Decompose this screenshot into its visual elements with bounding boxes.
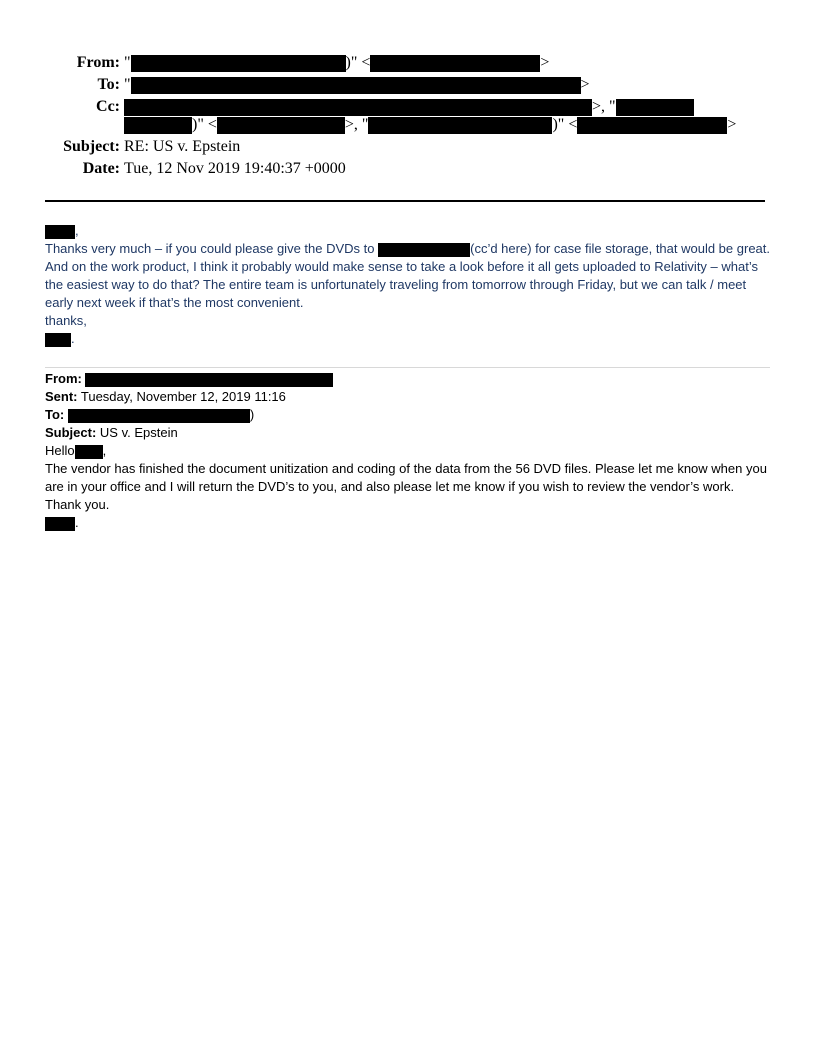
- cc-label: Cc:: [96, 98, 120, 115]
- from-value: " )" < >: [124, 54, 550, 71]
- cc-row-continued: [0, 115, 816, 135]
- redaction: [45, 333, 71, 347]
- orig-greeting: Hello ,: [45, 443, 107, 458]
- date-value: Tue, 12 Nov 2019 19:40:37 +0000: [124, 160, 346, 177]
- reply-salutation: ,: [45, 222, 770, 240]
- redaction: [45, 225, 75, 239]
- reply-body: [45, 222, 770, 348]
- orig-sent-label: Sent:: [45, 389, 78, 404]
- orig-sent-row: [45, 388, 770, 406]
- orig-signature: .: [45, 514, 770, 532]
- redaction: [124, 117, 192, 134]
- reply-signoff: thanks,: [45, 313, 87, 328]
- redaction: [131, 77, 581, 94]
- orig-subject-label: Subject:: [45, 425, 97, 440]
- orig-sent-value: Tuesday, November 12, 2019 11:16: [80, 389, 286, 404]
- message-divider: [45, 367, 770, 368]
- redaction: [370, 55, 540, 72]
- orig-subject-value: US v. Epstein: [99, 425, 178, 440]
- redaction: [217, 117, 345, 134]
- subject-value: RE: US v. Epstein: [124, 138, 241, 155]
- orig-to-label: To:: [45, 407, 65, 422]
- original-message: [45, 370, 770, 532]
- redaction: [75, 445, 103, 459]
- subject-row: [0, 137, 816, 157]
- redaction: [577, 117, 727, 134]
- orig-closing: Thank you.: [45, 497, 110, 512]
- reply-text: Thanks very much – if you could please give the DVDs to: [45, 241, 375, 256]
- redaction: [124, 99, 592, 116]
- cc-value: >, ": [124, 97, 694, 117]
- greeting-text: Hello: [45, 443, 75, 458]
- cc-value-continued: )" < >, " )" < >: [124, 115, 736, 135]
- redaction: [368, 117, 552, 134]
- cc-row: [0, 97, 816, 117]
- orig-from-label: From:: [45, 371, 82, 386]
- orig-from-row: [45, 370, 770, 388]
- redaction: [68, 409, 250, 423]
- orig-to-row: To: ): [45, 407, 255, 422]
- date-row: [0, 159, 816, 179]
- from-row: [0, 53, 816, 73]
- redaction: [378, 243, 470, 257]
- redaction: [616, 99, 694, 116]
- reply-text: (cc’d here) for case file storage, that would be great.: [470, 241, 771, 256]
- subject-label: Subject:: [63, 138, 120, 155]
- to-label: To:: [97, 76, 120, 93]
- to-row: [0, 75, 816, 95]
- reply-signature: .: [45, 330, 770, 348]
- from-label: From:: [76, 54, 120, 71]
- redaction: [45, 517, 75, 531]
- reply-paragraph-2: And on the work product, I think it probably would make sense to take a look before it all gets uploaded to Relativity – what’s the easiest way to do that? The entire team is unfortunately traveling from tomorrow through Friday, but we can talk / meet early next week if that’s the most convenient.: [45, 259, 759, 310]
- to-value: " >: [124, 76, 590, 93]
- reply-paragraph-1: [45, 240, 770, 258]
- redaction: [131, 55, 346, 72]
- header-divider: [45, 200, 765, 202]
- redaction: [85, 373, 333, 387]
- date-label: Date:: [82, 160, 120, 177]
- orig-subject-row: [45, 424, 770, 442]
- orig-body: The vendor has finished the document unitization and coding of the data from the 56 DVD files. Please let me know when you are in your office and I will return the DVD’s to you, and also please let me know if you wish to review the vendor’s work.: [45, 461, 767, 494]
